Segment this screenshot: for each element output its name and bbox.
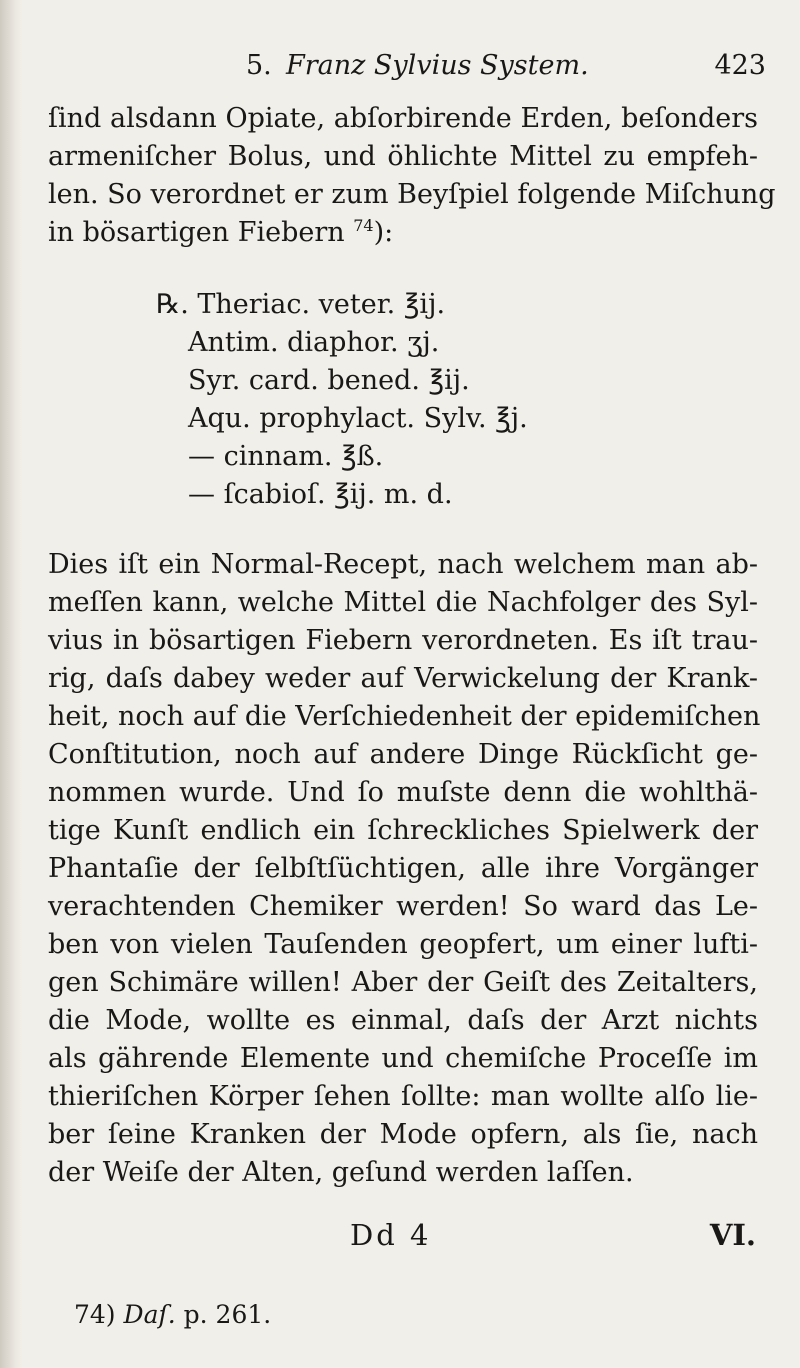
text-line: rig, daſs dabey weder auf Verwickelung der Krank- — [48, 663, 758, 694]
footnote — [74, 1300, 271, 1329]
chapter-number: 5. — [246, 50, 272, 81]
text-line: tige Kunſt endlich ein ſchreckliches Spielwerk der — [48, 815, 758, 846]
running-header — [46, 46, 766, 86]
text-line: heit, noch auf die Verſchiedenheit der epidemiſchen — [48, 701, 761, 732]
text-line-with-footnote — [48, 214, 758, 252]
signature-mark: Dd 4 — [350, 1218, 432, 1252]
text-line: Dies iſt ein Normal-Recept, nach welchem man ab- — [48, 549, 758, 580]
recipe-line: — ſcabioſ. ℥ij. m. d. — [188, 479, 453, 510]
text-line: gen Schimäre willen! Aber der Geiſt des Zeitalters, — [48, 967, 758, 998]
footnote-reference: 74 — [353, 216, 374, 235]
text-line: armeniſcher Bolus, und öhlichte Mittel zu empfeh- — [48, 141, 758, 172]
catchword: VI. — [709, 1218, 756, 1252]
text-line: als gährende Elemente und chemiſche Proceſſe im — [48, 1043, 758, 1074]
recipe-line: Aqu. prophylact. Sylv. ℥j. — [188, 403, 528, 434]
footnote-reference-suffix: ): — [373, 217, 394, 248]
footnote-source: Daſ. — [123, 1300, 176, 1329]
recipe-line: ℞. Theriac. veter. ℥ij. — [156, 289, 446, 320]
page-number: 423 — [714, 50, 766, 81]
text-line: ben von vielen Tauſenden geopfert, um einer lufti- — [48, 929, 758, 960]
text-line: len. So verordnet er zum Beyſpiel folgende Miſchung — [48, 179, 776, 210]
recipe-line: Syr. card. bened. ℥ij. — [188, 365, 470, 396]
text-line: die Mode, wollte es einmal, daſs der Arzt nichts — [48, 1005, 758, 1036]
text-line: nommen wurde. Und ſo muſste denn die wohlthä- — [48, 777, 758, 808]
text-line: in bösartigen Fiebern — [48, 217, 345, 248]
page-gutter-shadow — [0, 0, 22, 1368]
text-line: der Weiſe der Alten, geſund werden laſſen. — [48, 1157, 634, 1188]
text-line: meſſen kann, welche Mittel die Nachfolger des Syl- — [48, 587, 758, 618]
text-line: vius in bösartigen Fiebern verordneten. Es iſt trau- — [48, 625, 758, 656]
footnote-number: 74) — [74, 1300, 116, 1329]
text-line: Phantaſie der ſelbſtſüchtigen, alle ihre Vorgänger — [48, 853, 758, 884]
text-line: ber ſeine Kranken der Mode opfern, als ſie, nach — [48, 1119, 758, 1150]
footnote-pages: p. 261. — [183, 1300, 272, 1329]
text-line: verachtenden Chemiker werden! So ward das Le- — [48, 891, 758, 922]
running-title: Franz Sylvius System. — [286, 50, 589, 81]
text-line: thieriſchen Körper ſehen ſollte: man wollte alſo lie- — [48, 1081, 758, 1112]
text-line: Conſtitution, noch auf andere Dinge Rückſicht ge- — [48, 739, 758, 770]
recipe-line: — cinnam. ℥ß. — [188, 441, 384, 472]
text-line: ſind alsdann Opiate, abſorbirende Erden, beſonders — [48, 103, 758, 134]
recipe-line: Antim. diaphor. ʒj. — [188, 327, 440, 358]
